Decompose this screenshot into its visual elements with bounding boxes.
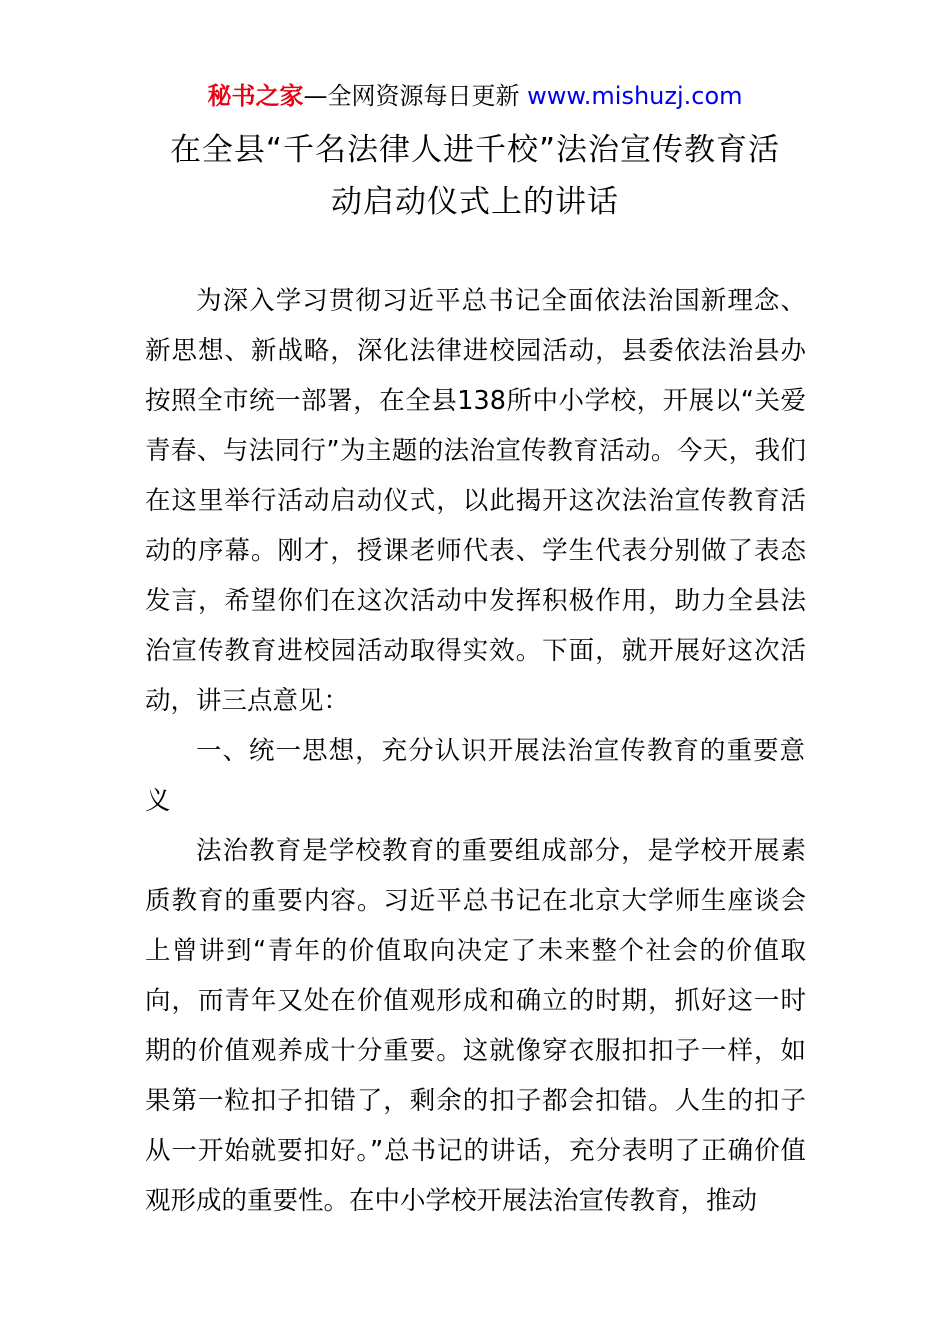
document-body bbox=[145, 276, 806, 1226]
brand-name: 秘书之家 bbox=[207, 82, 304, 110]
title-line-1: 在全县“千名法律人进千校”法治宣传教育活 bbox=[169, 132, 781, 168]
document-title bbox=[145, 124, 805, 228]
section-heading: 一、统一思想，充分认识开展法治宣传教育的重要意义 bbox=[145, 736, 806, 816]
title-line-2: 动启动仪式上的讲话 bbox=[331, 184, 619, 220]
body-paragraph: 为深入学习贯彻习近平总书记全面依法治国新理念、新思想、新战略，深化法律进校园活动，县委依法治县办按照全市统一部署，在全县138所中小学校，开展以“关爱青春、与法同行”为主题的法治宣传教育活动。今天，我们在这里举行活动启动仪式，以此揭开这次法治宣传教育活动的序幕。刚才，授课老师代表、学生代表分别做了表态发言，希望你们在这次活动中发挥积极作用，助力全县法治宣传教育进校园活动取得实效。下面，就开展好这次活动，讲三点意见： bbox=[145, 286, 806, 716]
site-url-link[interactable]: www.mishuzj.com bbox=[527, 82, 743, 110]
header-tagline: —全网资源每日更新 bbox=[303, 82, 528, 110]
body-paragraph: 法治教育是学校教育的重要组成部分，是学校开展素质教育的重要内容。习近平总书记在北京大学师生座谈会上曾讲到“青年的价值取向决定了未来整个社会的价值取向，而青年又处在价值观形成和确立的时期，抓好这一时期的价值观养成十分重要。这就像穿衣服扣扣子一样，如果第一粒扣子扣错了，剩余的扣子都会扣错。人生的扣子从一开始就要扣好。”总书记的讲话，充分表明了正确价值观形成的重要性。在中小学校开展法治宣传教育，推动 bbox=[145, 836, 806, 1216]
site-header bbox=[0, 80, 950, 112]
